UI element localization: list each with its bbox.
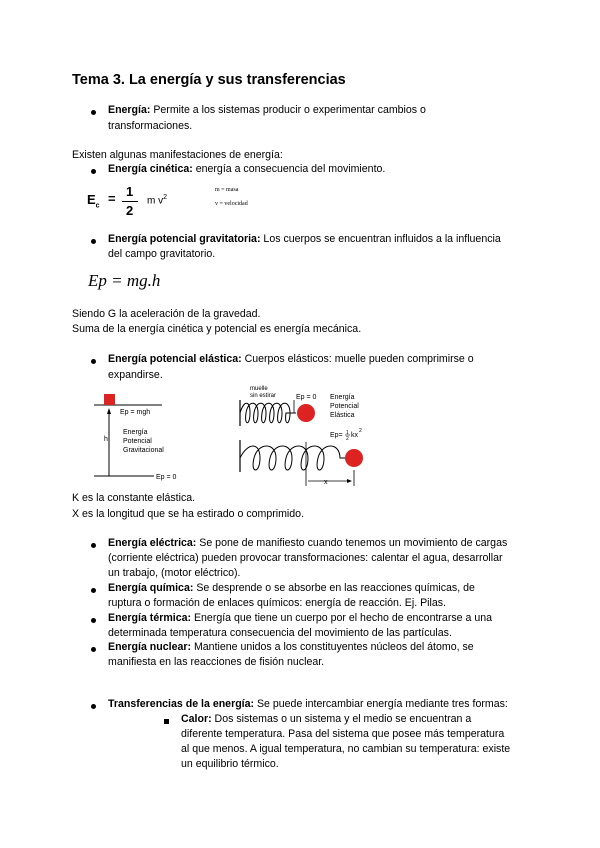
legend-velocidad: v = velocidad (215, 201, 248, 207)
kinetic-energy-formula (87, 184, 287, 220)
electrica-line-2: (corriente eléctrica) pueden provocar transformaciones: calentar el agua, desarrollar (108, 552, 503, 564)
quimica-term: Energía química: (108, 582, 194, 594)
quimica-text: Se desprende o se absorbe en las reacciones químicas, de (193, 582, 475, 594)
muelle-label-2: sin estirar (250, 393, 277, 399)
cinetica-text: energía a consecuencia del movimiento. (192, 163, 386, 175)
formula-ec-denominator: 2 (126, 203, 134, 218)
grav-bottom-label: Ep = 0 (156, 474, 177, 481)
nuclear-line-1 (108, 640, 474, 655)
page-title: Tema 3. La energía y sus transferencias (72, 72, 346, 88)
muelle-label-1: muelle (250, 386, 268, 392)
bullet (91, 169, 96, 174)
termica-term: Energía térmica: (108, 612, 192, 624)
calor-line-4: un equilibrio térmico. (181, 758, 279, 770)
grav-h-label: h (104, 436, 108, 443)
fraction-bar (122, 201, 138, 202)
electrica-text: Se pone de manifiesto cuando tenemos un movimiento de cargas (196, 537, 508, 549)
bullet (91, 359, 96, 364)
bullet (91, 110, 96, 115)
x-text: X es la longitud que se ha estirado o comprimido. (72, 508, 305, 520)
formula-ec-numerator: 1 (126, 184, 134, 199)
termica-line-2: determinada temperatura consecuencia del movimiento de las partículas. (108, 627, 452, 639)
height-arrow (107, 408, 111, 414)
intro-text: Existen algunas manifestaciones de energía: (72, 149, 283, 161)
bullet (91, 618, 96, 623)
transferencias-line (108, 697, 508, 712)
spring-stretched (240, 446, 346, 470)
nuclear-text: Mantiene unidos a los constituyentes núcleos del átomo, se (191, 641, 474, 653)
elastica-line-1 (108, 352, 474, 367)
spring-label-2: Potencial (330, 403, 359, 410)
kx-label: kx (351, 432, 358, 439)
electrica-line-1 (108, 536, 507, 551)
electrica-line-3: un trabajo, (motor eléctrico). (108, 567, 241, 579)
elastica-line-2: expandirse. (108, 369, 163, 381)
potencial-grav-term: Energía potencial gravitatoria: (108, 233, 261, 245)
grav-label-3: Gravitacional (123, 447, 164, 454)
spring-label-1: Energía (330, 394, 355, 401)
red-ball-top (297, 404, 315, 422)
calor-line-3: al que menos. A igual temperatura, no cambian su temperatura: existe (181, 743, 511, 755)
termica-text: Energía que tiene un cuerpo por el hecho de encontrarse a una (191, 612, 492, 624)
potencial-grav-line-1 (108, 232, 501, 247)
potencial-grav-line-2: del campo gravitatorio. (108, 248, 216, 260)
suma-text: Suma de la energía cinética y potencial es energía mecánica. (72, 323, 362, 335)
legend-masa: m = masa (215, 187, 239, 193)
energia-term: Energía: (108, 104, 151, 116)
bullet (91, 239, 96, 244)
cinetica-term: Energía cinética: (108, 163, 193, 175)
elastic-potential-figure (236, 382, 376, 490)
red-ball-bottom (345, 449, 363, 467)
formula-ec-lhs: $E_c$ (87, 192, 100, 210)
square-bullet (164, 719, 169, 724)
bullet (91, 588, 96, 593)
spring-ep0-label: Ep = 0 (296, 394, 317, 401)
calor-line-2: diferente temperatura. Pasa del sistema que posee más temperatura (181, 728, 505, 740)
spring-ep-label: Ep= (330, 432, 343, 439)
formula-ec-mv: m $v^2$ (147, 194, 168, 207)
calor-term: Calor: (181, 713, 212, 725)
x-arrowhead (347, 479, 352, 483)
termica-line-1 (108, 611, 492, 626)
quimica-line-2: ruptura o formación de enlaces químicos: energía de reacción. Ej. Pilas. (108, 597, 447, 609)
k-text: K es la constante elástica. (72, 492, 196, 504)
half-denominator: 2 (346, 436, 349, 442)
grav-top-label: Ep = mgh (120, 409, 151, 416)
potential-energy-formula: Ep = mg.h (88, 271, 161, 290)
grav-label-1: Energía (123, 429, 148, 436)
bullet (91, 543, 96, 548)
calor-text: Dos sistemas o un sistema y el medio se encuentran a (211, 713, 472, 725)
elastica-term: Energía potencial elástica: (108, 353, 242, 365)
x-label: x (324, 479, 328, 486)
cinetica-line (108, 162, 385, 177)
nuclear-term: Energía nuclear: (108, 641, 192, 653)
energia-text: Permite a los sistemas producir o experimentar cambios o (150, 104, 426, 116)
half-numerator: 1 (346, 430, 349, 436)
elastica-text: Cuerpos elásticos: muelle pueden comprimirse o (241, 353, 474, 365)
nuclear-line-2: manifiesta en las reacciones de fisión nuclear. (108, 656, 325, 668)
siendo-text: Siendo G la aceleración de la gravedad. (72, 308, 261, 320)
bullet (91, 647, 96, 652)
grav-label-2: Potencial (123, 438, 152, 445)
red-block (104, 394, 115, 405)
quimica-line-1 (108, 581, 475, 596)
potencial-grav-text: Los cuerpos se encuentran influidos a la influencia (260, 233, 501, 245)
transferencias-text: Se puede intercambiar energía mediante tres formas: (254, 698, 508, 710)
electrica-term: Energía eléctrica: (108, 537, 197, 549)
energia-line-1 (108, 103, 426, 118)
spring-label-3: Elástica (330, 412, 355, 419)
energia-line-2: transformaciones. (108, 120, 193, 132)
spring-relaxed (240, 403, 296, 423)
kx-exponent: 2 (359, 428, 362, 434)
gravitational-potential-figure (90, 390, 190, 486)
bullet (91, 704, 96, 709)
calor-line-1 (181, 712, 471, 727)
transferencias-term: Transferencias de la energía: (108, 698, 255, 710)
formula-ec-equals: = (108, 191, 116, 206)
